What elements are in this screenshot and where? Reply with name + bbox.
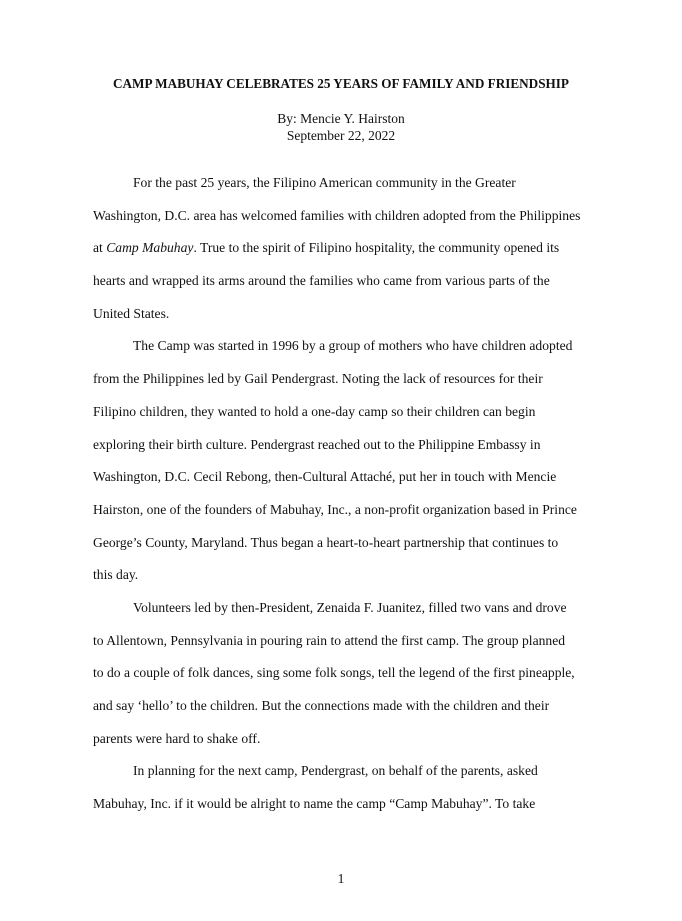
text-line: from the Philippines led by Gail Pendergrast. Noting the lack of resources for their (93, 371, 543, 387)
text-line: to Allentown, Pennsylvania in pouring rain to attend the first camp. The group planned (93, 632, 566, 648)
camp-name-italic: Camp Mabuhay (106, 240, 194, 256)
text-line: Mabuhay, Inc. if it would be alright to name the camp “Camp Mabuhay”. To take (93, 796, 536, 812)
text-run: . True to the spirit of Filipino hospitality, the community opened its (193, 240, 560, 256)
document-title: CAMP MABUHAY CELEBRATES 25 YEARS OF FAMILY AND FRIENDSHIP (113, 76, 569, 91)
author-line: By: Mencie Y. Hairston (277, 111, 405, 126)
text-line: In planning for the next camp, Pendergrast, on behalf of the parents, asked (133, 763, 538, 779)
text-run: at (93, 240, 107, 256)
text-line: and say ‘hello’ to the children. But the connections made with the children and their (93, 698, 550, 713)
page-number: 1 (337, 871, 345, 886)
text-line: Volunteers led by then-President, Zenaida F. Juanitez, filled two vans and drove (133, 599, 567, 615)
paragraph-4 (93, 758, 593, 823)
paragraph-1 (93, 170, 593, 333)
text-line: For the past 25 years, the Filipino American community in the Greater (133, 175, 516, 190)
text-line: exploring their birth culture. Pendergrast reached out to the Philippine Embassy in (93, 436, 541, 452)
text-line (93, 235, 593, 268)
text-line: Filipino children, they wanted to hold a one-day camp so their children can begin (93, 403, 536, 419)
article-body (93, 170, 593, 824)
paragraph-3 (93, 595, 593, 758)
date-line: September 22, 2022 (286, 128, 396, 143)
byline-block (0, 110, 682, 144)
text-line: Washington, D.C. Cecil Rebong, then-Cultural Attaché, put her in touch with Mencie (93, 469, 557, 485)
text-line: Washington, D.C. area has welcomed families with children adopted from the Philippines (93, 207, 581, 223)
text-line: Hairston, one of the founders of Mabuhay, Inc., a non-profit organization based in Prince (93, 501, 577, 517)
text-line: this day. (93, 567, 139, 583)
paragraph-2 (93, 333, 593, 595)
text-line: parents were hard to shake off. (93, 730, 261, 746)
text-line: hearts and wrapped its arms around the families who came from various parts of the (93, 273, 550, 289)
text-line: George’s County, Maryland. Thus began a heart-to-heart partnership that continues to (93, 534, 559, 550)
text-line: United States. (93, 305, 170, 321)
text-line: The Camp was started in 1996 by a group of mothers who have children adopted (133, 338, 573, 354)
text-line: to do a couple of folk dances, sing some folk songs, tell the legend of the first pineapple, (93, 665, 575, 681)
